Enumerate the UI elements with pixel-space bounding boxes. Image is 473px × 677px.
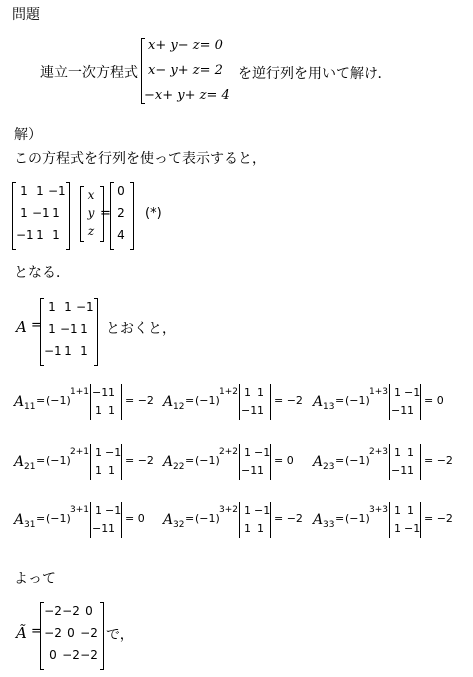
cofactor-index: 22 [173,462,185,472]
sign-factor: (−1) [46,512,71,525]
sign-exponent: 3+3 [369,505,388,515]
determinant-right-bar [121,384,122,420]
sign-factor: (−1) [345,394,370,407]
cofactor-symbol: A [14,512,25,528]
cofactor-index: 33 [323,520,335,530]
determinant-left-bar [239,384,240,420]
adjugate-cell: 0 [49,648,57,662]
cofactor-value: = 0 [125,512,145,525]
minor-cell: −1 [92,522,109,535]
equals-sign: = [185,454,195,467]
cofactor-index: 32 [173,520,185,530]
matrix-a-cell: −1 [60,322,78,336]
cofactor-index: 21 [24,462,36,472]
variable-vector-cell: x [87,188,95,202]
cofactor-a11 [14,384,164,424]
sign-factor: (−1) [195,512,220,525]
cofactor-index: 11 [24,402,36,412]
cofactor-value: = −2 [125,394,154,407]
cofactor-value: = −2 [424,454,453,467]
matrix-a-cell: −1 [76,300,94,314]
adjugate-cell: −2 [44,626,62,640]
sign-exponent: 2+3 [369,447,388,457]
coefficient-matrix-cell: 1 [36,228,44,242]
minor-cell: 1 [407,404,414,417]
constant-vector-cell: 2 [117,206,125,220]
adjugate-cell: −2 [62,604,80,618]
adjugate-cell: −2 [62,648,80,662]
minor-cell: 1 [394,522,401,535]
variable-vector-cell: z [87,224,95,238]
sign-factor: (−1) [195,394,220,407]
cofactor-value: = −2 [274,394,303,407]
determinant-left-bar [90,444,91,480]
minor-cell: 1 [394,504,401,517]
sign-exponent: 1+3 [369,387,388,397]
coefficient-matrix-cell: 1 [52,206,60,220]
minor-cell: −1 [391,404,408,417]
matrix-a-cell: 1 [64,344,72,358]
variable-vector-cell: y [87,206,95,220]
matrix-a-cell: 1 [48,300,56,314]
problem-lead: 連立一次方程式 [40,65,138,81]
determinant-left-bar [389,444,390,480]
adjugate-cell: 0 [85,604,93,618]
matrix-a-cell: −1 [44,344,62,358]
sign-factor: (−1) [46,394,71,407]
determinant-right-bar [270,384,271,420]
adj-trail: で， [106,627,134,643]
determinant-right-bar [121,502,122,538]
sign-exponent: 1+1 [70,387,89,397]
determinant-right-bar [270,444,271,480]
minor-cell: 1 [407,446,414,459]
adjugate-cell: 0 [67,626,75,640]
minor-cell: −1 [404,522,421,535]
cofactor-a33 [313,502,463,542]
determinant-right-bar [420,384,421,420]
coefficient-matrix-cell: 1 [36,184,44,198]
constant-vector-cell: 0 [117,184,125,198]
sign-exponent: 2+1 [70,447,89,457]
sign-factor: (−1) [46,454,71,467]
matrix-a-cell: 1 [80,344,88,358]
minor-cell: −1 [404,386,421,399]
cofactor-a22 [163,444,313,484]
coefficient-matrix-cell: −1 [16,228,34,242]
solution-label: 解） [14,127,42,143]
cofactor-a21 [14,444,164,484]
cofactor-a13 [313,384,463,424]
matrix-a-cell: 1 [64,300,72,314]
constant-vector-cell: 4 [117,228,125,242]
cofactor-symbol: A [313,454,324,470]
coefficient-matrix-cell: −1 [32,206,50,220]
cofactor-a31 [14,502,164,542]
coefficient-matrix-cell: −1 [48,184,66,198]
problem-trail: を逆行列を用いて解け． [238,66,392,82]
equation-1: x+ y− z= 0 [148,38,223,53]
sign-exponent: 1+2 [219,387,238,397]
matrix-a-right-bracket [94,298,98,366]
becomes-text: となる． [14,265,70,281]
adjugate-cell: −2 [80,648,98,662]
minor-cell: 1 [95,464,102,477]
cofactor-symbol: A [14,394,25,410]
minor-cell: 1 [108,404,115,417]
equals-sign: = [100,206,111,221]
adjugate-right-bracket [100,602,104,670]
equation-3: −x+ y+ z= 4 [144,88,230,103]
minor-cell: −1 [241,404,258,417]
determinant-left-bar [239,502,240,538]
minor-cell: 1 [108,522,115,535]
cofactor-value: = 0 [274,454,294,467]
coefficient-matrix-cell: 1 [20,184,28,198]
minor-cell: 1 [108,386,115,399]
minor-cell: −1 [105,504,122,517]
coefficient-matrix-cell: 1 [52,228,60,242]
minor-cell: 1 [407,504,414,517]
equals-sign: = [335,394,345,407]
cofactor-value: = −2 [125,454,154,467]
sign-factor: (−1) [345,512,370,525]
determinant-left-bar [90,502,91,538]
determinant-right-bar [270,502,271,538]
sign-exponent: 3+1 [70,505,89,515]
minor-cell: 1 [394,446,401,459]
cofactor-symbol: A [163,454,174,470]
cofactor-symbol: A [313,512,324,528]
minor-cell: 1 [95,504,102,517]
constant-vector-right-bracket [130,182,134,250]
minor-cell: 1 [95,446,102,459]
intro-text: この方程式を行列を使って表示すると， [14,151,266,167]
minor-cell: 1 [244,386,251,399]
cofactor-a23 [313,444,463,484]
cofactor-index: 31 [24,520,36,530]
adjugate-cell: −2 [44,604,62,618]
minor-cell: −1 [105,446,122,459]
equals-sign: = [36,394,46,407]
equals-sign: = [36,454,46,467]
cofactor-index: 13 [323,402,335,412]
equals-sign: = [185,512,195,525]
equals-sign: = [36,512,46,525]
cofactor-value: = −2 [424,512,453,525]
equals-sign: = [335,512,345,525]
equals-sign: = [185,394,195,407]
cofactor-symbol: A [163,512,174,528]
equation-tag: (*) [145,206,162,221]
determinant-left-bar [389,502,390,538]
minor-cell: 1 [244,522,251,535]
cofactor-index: 12 [173,402,185,412]
sign-factor: (−1) [345,454,370,467]
determinant-right-bar [420,502,421,538]
cofactor-value: = −2 [274,512,303,525]
minor-cell: 1 [257,522,264,535]
cofactor-symbol: A [313,394,324,410]
matrix-a-cell: 1 [48,322,56,336]
minor-cell: −1 [391,464,408,477]
def-a-trail: とおくと， [106,321,176,337]
therefore-text: よって [14,571,56,587]
minor-cell: 1 [244,446,251,459]
minor-cell: 1 [257,404,264,417]
minor-cell: 1 [407,464,414,477]
cofactor-index: 23 [323,462,335,472]
adjugate-label: Ã [16,624,27,642]
minor-cell: −1 [254,504,271,517]
equation-2: x− y+ z= 2 [148,63,223,78]
sign-factor: (−1) [195,454,220,467]
determinant-right-bar [420,444,421,480]
determinant-left-bar [389,384,390,420]
determinant-left-bar [90,384,91,420]
coefficient-matrix-right-bracket [66,182,70,250]
sign-exponent: 2+2 [219,447,238,457]
minor-cell: 1 [95,404,102,417]
coefficient-matrix-cell: 1 [20,206,28,220]
minor-cell: −1 [241,464,258,477]
adjugate-cell: −2 [80,626,98,640]
minor-cell: −1 [92,386,109,399]
matrix-a-cell: 1 [80,322,88,336]
cofactor-a12 [163,384,313,424]
cofactor-symbol: A [163,394,174,410]
minor-cell: 1 [108,464,115,477]
minor-cell: 1 [257,464,264,477]
minor-cell: −1 [254,446,271,459]
equals-sign: = [31,624,42,639]
matrix-a-label: A [16,318,27,336]
determinant-left-bar [239,444,240,480]
equals-sign: = [31,318,42,333]
sign-exponent: 3+2 [219,505,238,515]
determinant-right-bar [121,444,122,480]
cofactor-a32 [163,502,313,542]
equals-sign: = [335,454,345,467]
cofactor-symbol: A [14,454,25,470]
minor-cell: 1 [244,504,251,517]
cofactor-value: = 0 [424,394,444,407]
minor-cell: 1 [394,386,401,399]
minor-cell: 1 [257,386,264,399]
heading: 問題 [12,7,40,23]
